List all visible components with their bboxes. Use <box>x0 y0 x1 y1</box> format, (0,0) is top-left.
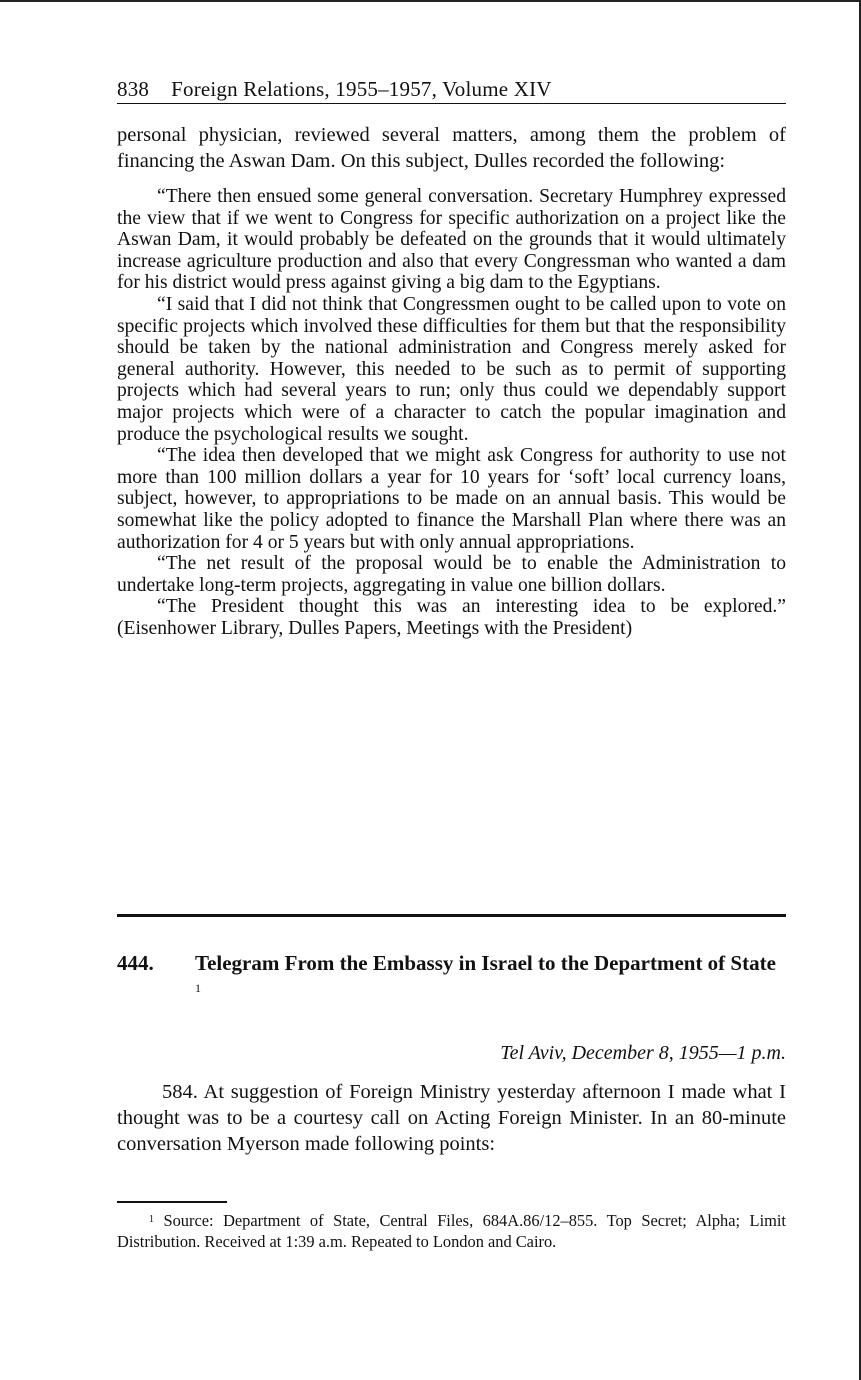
volume-title: Foreign Relations, 1955–1957, Volume XIV <box>171 77 552 101</box>
telegram-opening-paragraph: 584. At suggestion of Foreign Ministry yesterday afternoon I made what I thought was to be a courtesy call on Acting Foreign Minister. In an 80-minute conversation Myerson made following points: <box>117 1081 786 1155</box>
footnote-reference[interactable]: 1 <box>195 981 201 995</box>
footnote <box>117 1210 786 1252</box>
page-border-top <box>0 0 861 2</box>
document-title-wrap <box>195 950 786 1004</box>
footnote-rule <box>117 1201 227 1203</box>
continuation-paragraph: personal physician, reviewed several matters, among them the problem of financing the Aswan Dam. On this subject, Dulles recorded the following: <box>117 124 786 172</box>
page-number: 838 <box>117 77 150 101</box>
quote-paragraph-5: “The President thought this was an interesting idea to be explored.” (Eisenhower Library, Dulles Papers, Meetings with the President) <box>117 596 786 639</box>
continuation-text <box>117 122 786 174</box>
page-content <box>117 76 786 639</box>
quote-paragraph-2: “I said that I did not think that Congressmen ought to be called upon to vote on specific projects which involved these difficulties for them but that the responsibility should be taken by the national administration and Congress merely asked for general authority. However, this needed to be such as to permit of supporting projects which had several years to run; only thus could we dependably support major projects which were of a character to catch the popular imagination and produce the psychological results we sought. <box>117 293 786 445</box>
document-number: 444. <box>117 951 154 975</box>
quote-paragraph-1: “There then ensued some general conversation. Secretary Humphrey expressed the view that if we went to Congress for specific authorization on a project like the Aswan Dam, it would probably be defeated on the grounds that it would ultimately increase agriculture production and also that every Congressman who wanted a dam for his district would press against giving a big dam to the Egyptians. <box>117 186 786 294</box>
section-divider <box>117 914 786 917</box>
quote-paragraph-3: “The idea then developed that we might ask Congress for authority to use not more than 100 million dollars a year for 10 years for ‘soft’ local currency loans, subject, however, to appropriations to be made on an annual basis. This would be somewhat like the policy adopted to finance the Marshall Plan where there was an authorization for 4 or 5 years but with only annual appropriations. <box>117 445 786 553</box>
footnote-marker: 1 <box>149 1214 154 1225</box>
document-heading <box>117 950 786 1004</box>
running-head <box>117 76 786 104</box>
footnote-text: Source: Department of State, Central Files, 684A.86/12–855. Top Secret; Alpha; Limit Distribution. Received at 1:39 a.m. Repeated to London and Cairo. <box>117 1211 786 1251</box>
dateline: Tel Aviv, December 8, 1955—1 p.m. <box>500 1042 786 1064</box>
quote-paragraph-4: “The net result of the proposal would be to enable the Administration to undertake long-term projects, aggregating in value one billion dollars. <box>117 553 786 596</box>
document-title: Telegram From the Embassy in Israel to the Department of State <box>195 951 776 975</box>
quoted-memo <box>117 186 786 639</box>
